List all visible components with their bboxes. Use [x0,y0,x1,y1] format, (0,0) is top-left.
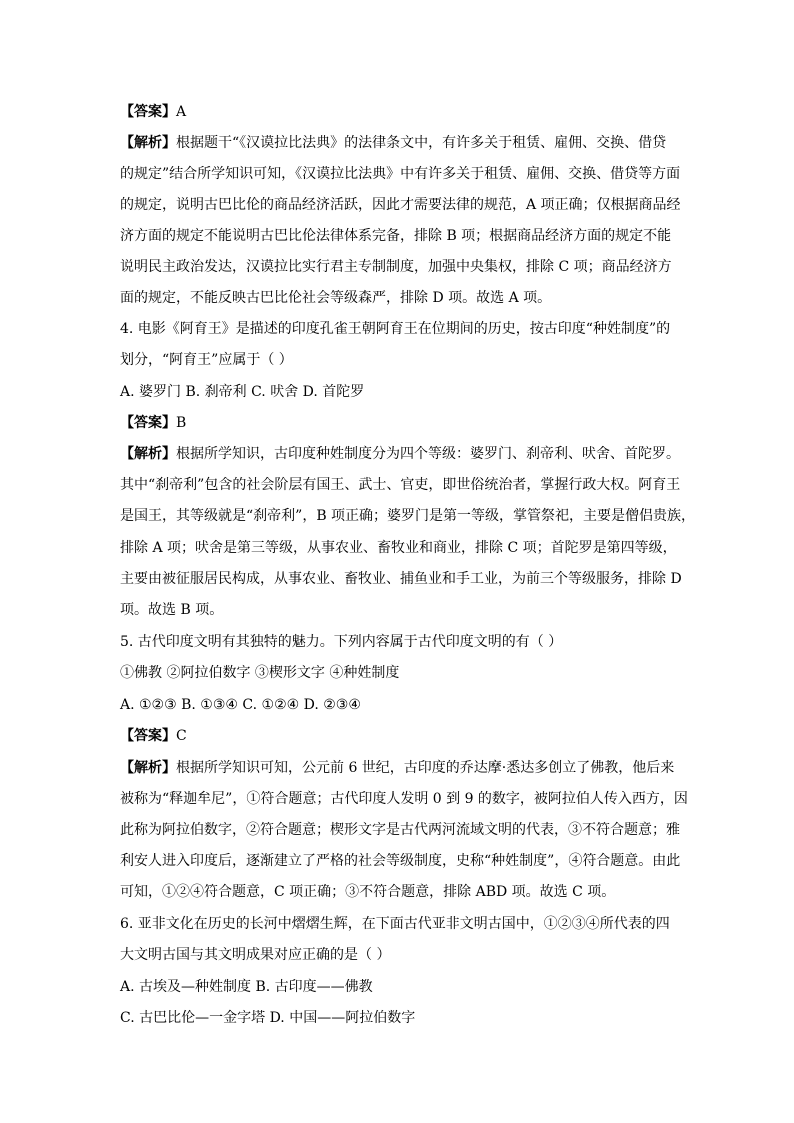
q5-items: ①佛教 ②阿拉伯数字 ③楔形文字 ④种姓制度 [120,665,400,681]
answer-value: A [176,104,187,120]
q4-analysis-line-1 [120,444,700,464]
analysis-text: 根据所学知识，古印度种姓制度分为四个等级：婆罗门、刹帝利、吠舍、首陀罗。 [176,446,680,462]
q4-analysis-line-2: 其中“刹帝利”包含的社会阶层有国王、武士、官吏，即世俗统治者，掌握行政大权。阿育王 [120,477,681,493]
analysis-text: 根据所学知识可知，公元前 6 世纪，古印度的乔达摩·悉达多创立了佛教，他后来 [176,760,675,776]
q5-analysis-line-4: 利安人进入印度后，逐渐建立了严格的社会等级制度，史称“种姓制度”，④符合题意。由此 [120,853,681,869]
q5-stem: 5. 古代印度文明有其独特的魅力。下列内容属于古代印度文明的有（ ） [120,634,563,650]
answer-tag: 【答案】 [120,104,176,120]
q6-stem-line-2: 大文明古国与其文明成果对应正确的是（ ） [120,947,391,963]
q3-analysis-line-5: 说明民主政治发达，汉谟拉比实行君主专制制度，加强中央集权，排除 C 项；商品经济方 [120,259,672,275]
q5-analysis-line-2: 被称为“释迦牟尼”，①符合题意；古代印度人发明 0 到 9 的数字，被阿拉伯人传入西方，因 [120,791,688,807]
answer-value: C [176,728,187,744]
q4-answer-line [120,413,700,433]
q5-answer-line [120,726,700,746]
q3-analysis-line-6: 面的规定，不能反映古巴比伦社会等级森严，排除 D 项。故选 A 项。 [120,290,552,306]
answer-tag: 【答案】 [120,728,176,744]
q4-options: A. 婆罗门 B. 刹帝利 C. 吠舍 D. 首陀罗 [120,384,365,400]
q4-stem-line-1: 4. 电影《阿育王》是描述的印度孔雀王朝阿育王在位期间的历史，按古印度“种姓制度”的 [120,321,671,337]
q3-analysis-line-3: 的规定，说明古巴比伦的商品经济活跃，因此才需要法律的规范，A 项正确；仅根据商品经 [120,197,681,213]
document-page [120,0,696,1123]
q4-analysis-line-4: 排除 A 项；吠舍是第三等级，从事农业、畜牧业和商业，排除 C 项；首陀罗是第四等级， [120,540,677,556]
analysis-text: 根据题干“《汉谟拉比法典》的法律条文中，有许多关于租赁、雇佣、交换、借贷 [176,135,667,151]
q5-options: A. ①②③ B. ①③④ C. ①②④ D. ②③④ [120,697,361,713]
q3-analysis-line-1 [120,133,700,153]
answer-tag: 【答案】 [120,415,176,431]
q3-analysis-line-4: 济方面的规定不能说明古巴比伦法律体系完备，排除 B 项；根据商品经济方面的规定不能 [120,228,672,244]
q4-analysis-line-6: 项。故选 B 项。 [120,602,224,618]
q3-answer-line [120,102,700,122]
analysis-tag: 【解析】 [120,135,176,151]
q4-stem-line-2: 划分，“阿育王”应属于（ ） [120,352,293,368]
q4-analysis-line-3: 是国王，其等级就是“刹帝利”，B 项正确；婆罗门是第一等级，掌管祭祀，主要是僧侣贵族， [120,508,696,524]
analysis-tag: 【解析】 [120,760,176,776]
q5-analysis-line-5: 可知，①②④符合题意，C 项正确；③不符合题意，排除 ABD 项。故选 C 项。 [120,884,616,900]
q5-analysis-line-1 [120,758,700,778]
q3-analysis-line-2: 的规定”结合所学知识可知，《汉谟拉比法典》中有许多关于租赁、雇佣、交换、借贷等方面 [120,166,681,182]
q4-analysis-line-5: 主要由被征服居民构成，从事农业、畜牧业、捕鱼业和手工业，为前三个等级服务，排除 D [120,571,682,587]
q6-stem-line-1: 6. 亚非文化在历史的长河中熠熠生辉，在下面古代亚非文明古国中，①②③④所代表的四 [120,916,670,932]
answer-value: B [176,415,187,431]
analysis-tag: 【解析】 [120,446,176,462]
q6-options-line-1: A. 古埃及—种姓制度 B. 古印度——佛教 [120,979,373,995]
q5-analysis-line-3: 此称为阿拉伯数字，②符合题意；楔形文字是古代两河流域文明的代表，③不符合题意；雅 [120,822,680,838]
q6-options-line-2: C. 古巴比伦—一金字塔 D. 中国——阿拉伯数字 [120,1010,416,1026]
